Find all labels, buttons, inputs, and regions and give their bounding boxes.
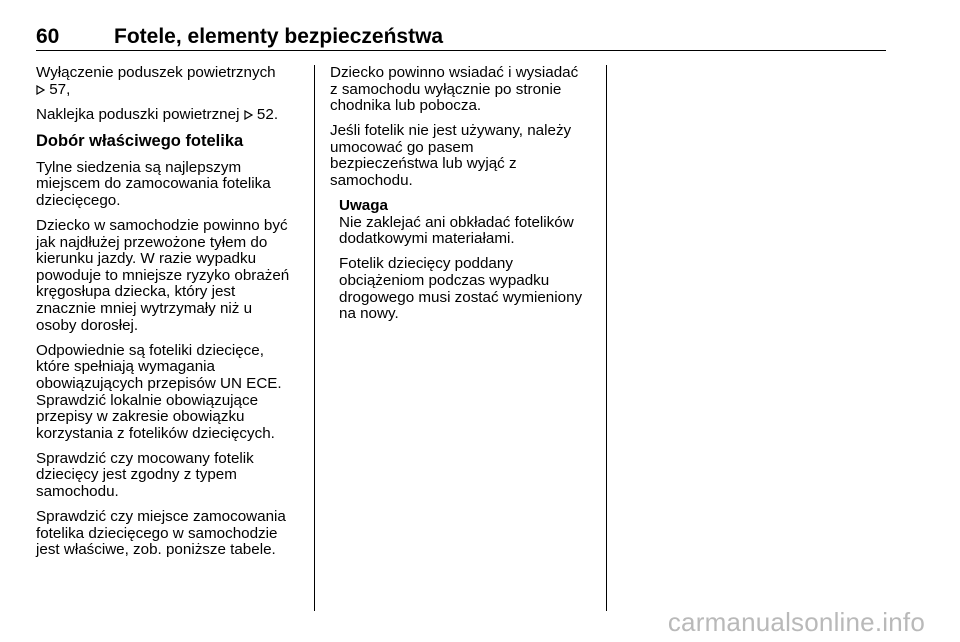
page-ref-link-57[interactable]: 57, (49, 80, 71, 98)
reference-airbag-deactivation: Wyłączenie poduszek powietrznych 57, (36, 64, 276, 98)
triangle-right-reference-icon (244, 110, 253, 120)
note-box (330, 198, 600, 323)
triangle-right-reference-icon (36, 85, 45, 95)
reference-airbag-label: Naklejka poduszki powietrznej 52. (36, 105, 279, 123)
page-title: Fotele, elementy bezpieczeństwa (114, 25, 444, 48)
paragraph-unused-seat: Jeśli fotelik nie jest używany, należy umocować go pasem bezpieczeństwa lub wyjąć z samochodu. (330, 122, 572, 190)
section-heading: Dobór właściwego fotelika (36, 131, 244, 150)
page-number: 60 (36, 25, 60, 48)
note-paragraph-2: Fotelik dziecięcy poddany obciążeniom podczas wypadku drogowego musi zostać wymieniony na nowy. (339, 255, 583, 323)
text-column-1 (36, 65, 308, 567)
paragraph-mounting-position: Sprawdzić czy miejsce zamocowania fotelika dziecięcego w samochodzie jest właściwe, zob. poniższe tabele. (36, 508, 286, 559)
paragraph-compatibility: Sprawdzić czy mocowany fotelik dziecięcy jest zgodny z typem samochodu. (36, 449, 254, 500)
text-column-2 (330, 65, 600, 331)
page-header (36, 22, 886, 51)
paragraph-un-ece: Odpowiednie są foteliki dziecięce, które spełniają wymagania obowiązujących przepisów UN ECE. Sprawdzić lokalnie obowiązujące przepisy w zakresie obowiązku korzystania z fotelików dziecięcych. (36, 341, 282, 442)
note-heading: Uwaga (339, 197, 388, 215)
note-paragraph-1: Uwaga Nie zaklejać ani obkładać fotelików dodatkowymi materiałami. (339, 198, 600, 248)
page-ref-link-52[interactable]: 52. (256, 105, 279, 123)
column-divider-2 (606, 65, 607, 611)
paragraph-entry-exit: Dziecko powinno wsiadać i wysiadać z samochodu wyłącznie po stronie chodnika lub pobocza. (330, 64, 579, 115)
paragraph-rear-facing: Dziecko w samochodzie powinno być jak najdłużej przewożone tyłem do kierunku jazdy. W razie wypadku powoduje to mniejsze ryzyko obrażeń kręgosłupa dziecka, który jest znacznie mniej wytrzymały niż u osoby dorosłej. (36, 217, 290, 334)
column-divider-1 (314, 65, 315, 611)
paragraph-rear-seats: Tylne siedzenia są najlepszym miejscem do zamocowania fotelika dziecięcego. (36, 158, 271, 209)
watermark: carmanualsonline.info (667, 607, 925, 637)
